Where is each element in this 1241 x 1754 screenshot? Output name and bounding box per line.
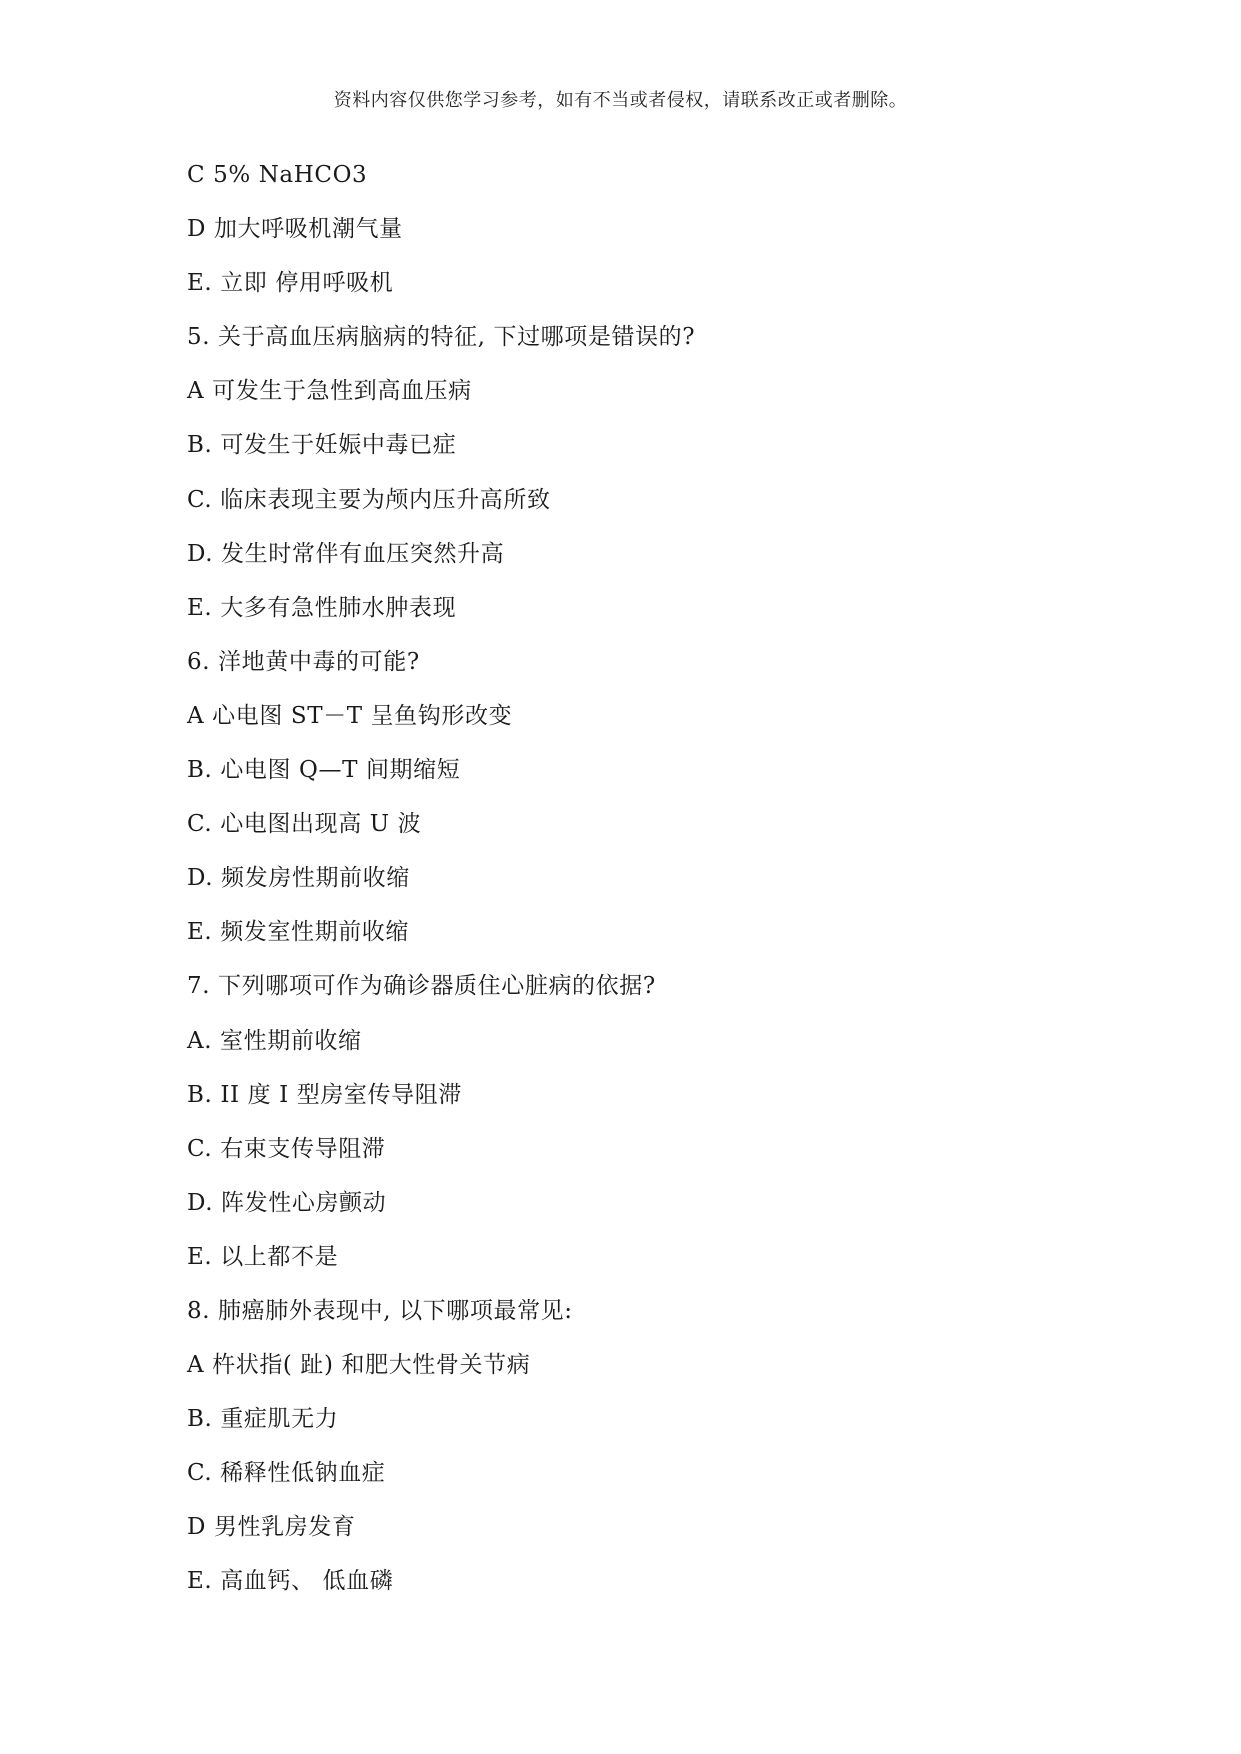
answer-option: E. 频发室性期前收缩: [187, 919, 410, 946]
answer-option: A 心电图 ST－T 呈鱼钩形改变: [187, 702, 513, 729]
answer-option: C. 右束支传导阻滞: [187, 1135, 386, 1162]
answer-option: C. 稀释性低钠血症: [187, 1460, 386, 1487]
answer-option: A. 室性期前收缩: [187, 1027, 362, 1054]
answer-option: B. II 度 I 型房室传导阻滞: [187, 1081, 462, 1108]
question-stem: 8. 肺癌肺外表现中, 以下哪项最常见:: [187, 1297, 573, 1324]
answer-option: D 男性乳房发育: [187, 1514, 356, 1541]
answer-option: C 5% NaHCO3: [187, 162, 368, 188]
question-stem: 7. 下列哪项可作为确诊器质住心脏病的依据?: [187, 973, 656, 1000]
answer-option: D. 阵发性心房颤动: [187, 1189, 387, 1216]
answer-option: D. 发生时常伴有血压突然升高: [187, 540, 505, 567]
answer-option: E. 以上都不是: [187, 1243, 339, 1270]
question-content: [187, 160, 1187, 1621]
answer-option: D 加大呼吸机潮气量: [187, 216, 403, 243]
answer-option: E. 大多有急性肺水肿表现: [187, 594, 457, 621]
answer-option: A 可发生于急性到高血压病: [187, 378, 472, 405]
answer-option: C. 心电图出现高 U 波: [187, 811, 422, 838]
answer-option: B. 心电图 Q—T 间期缩短: [187, 757, 461, 784]
answer-option: A 杵状指( 趾) 和肥大性骨关节病: [187, 1352, 531, 1379]
question-stem: 6. 洋地黄中毒的可能?: [187, 648, 420, 675]
question-stem: 5. 关于高血压病脑病的特征, 下过哪项是错误的?: [187, 324, 696, 351]
page-header-disclaimer: 资料内容仅供您学习参考，如有不当或者侵权，请联系改正或者删除。: [333, 90, 908, 111]
answer-option: B. 重症肌无力: [187, 1406, 339, 1433]
answer-option: E. 立即 停用呼吸机: [187, 270, 394, 297]
answer-option: C. 临床表现主要为颅内压升高所致: [187, 486, 551, 513]
answer-option: B. 可发生于妊娠中毒已症: [187, 432, 457, 459]
answer-option: E. 高血钙、 低血磷: [187, 1568, 394, 1595]
answer-option: D. 频发房性期前收缩: [187, 865, 410, 892]
